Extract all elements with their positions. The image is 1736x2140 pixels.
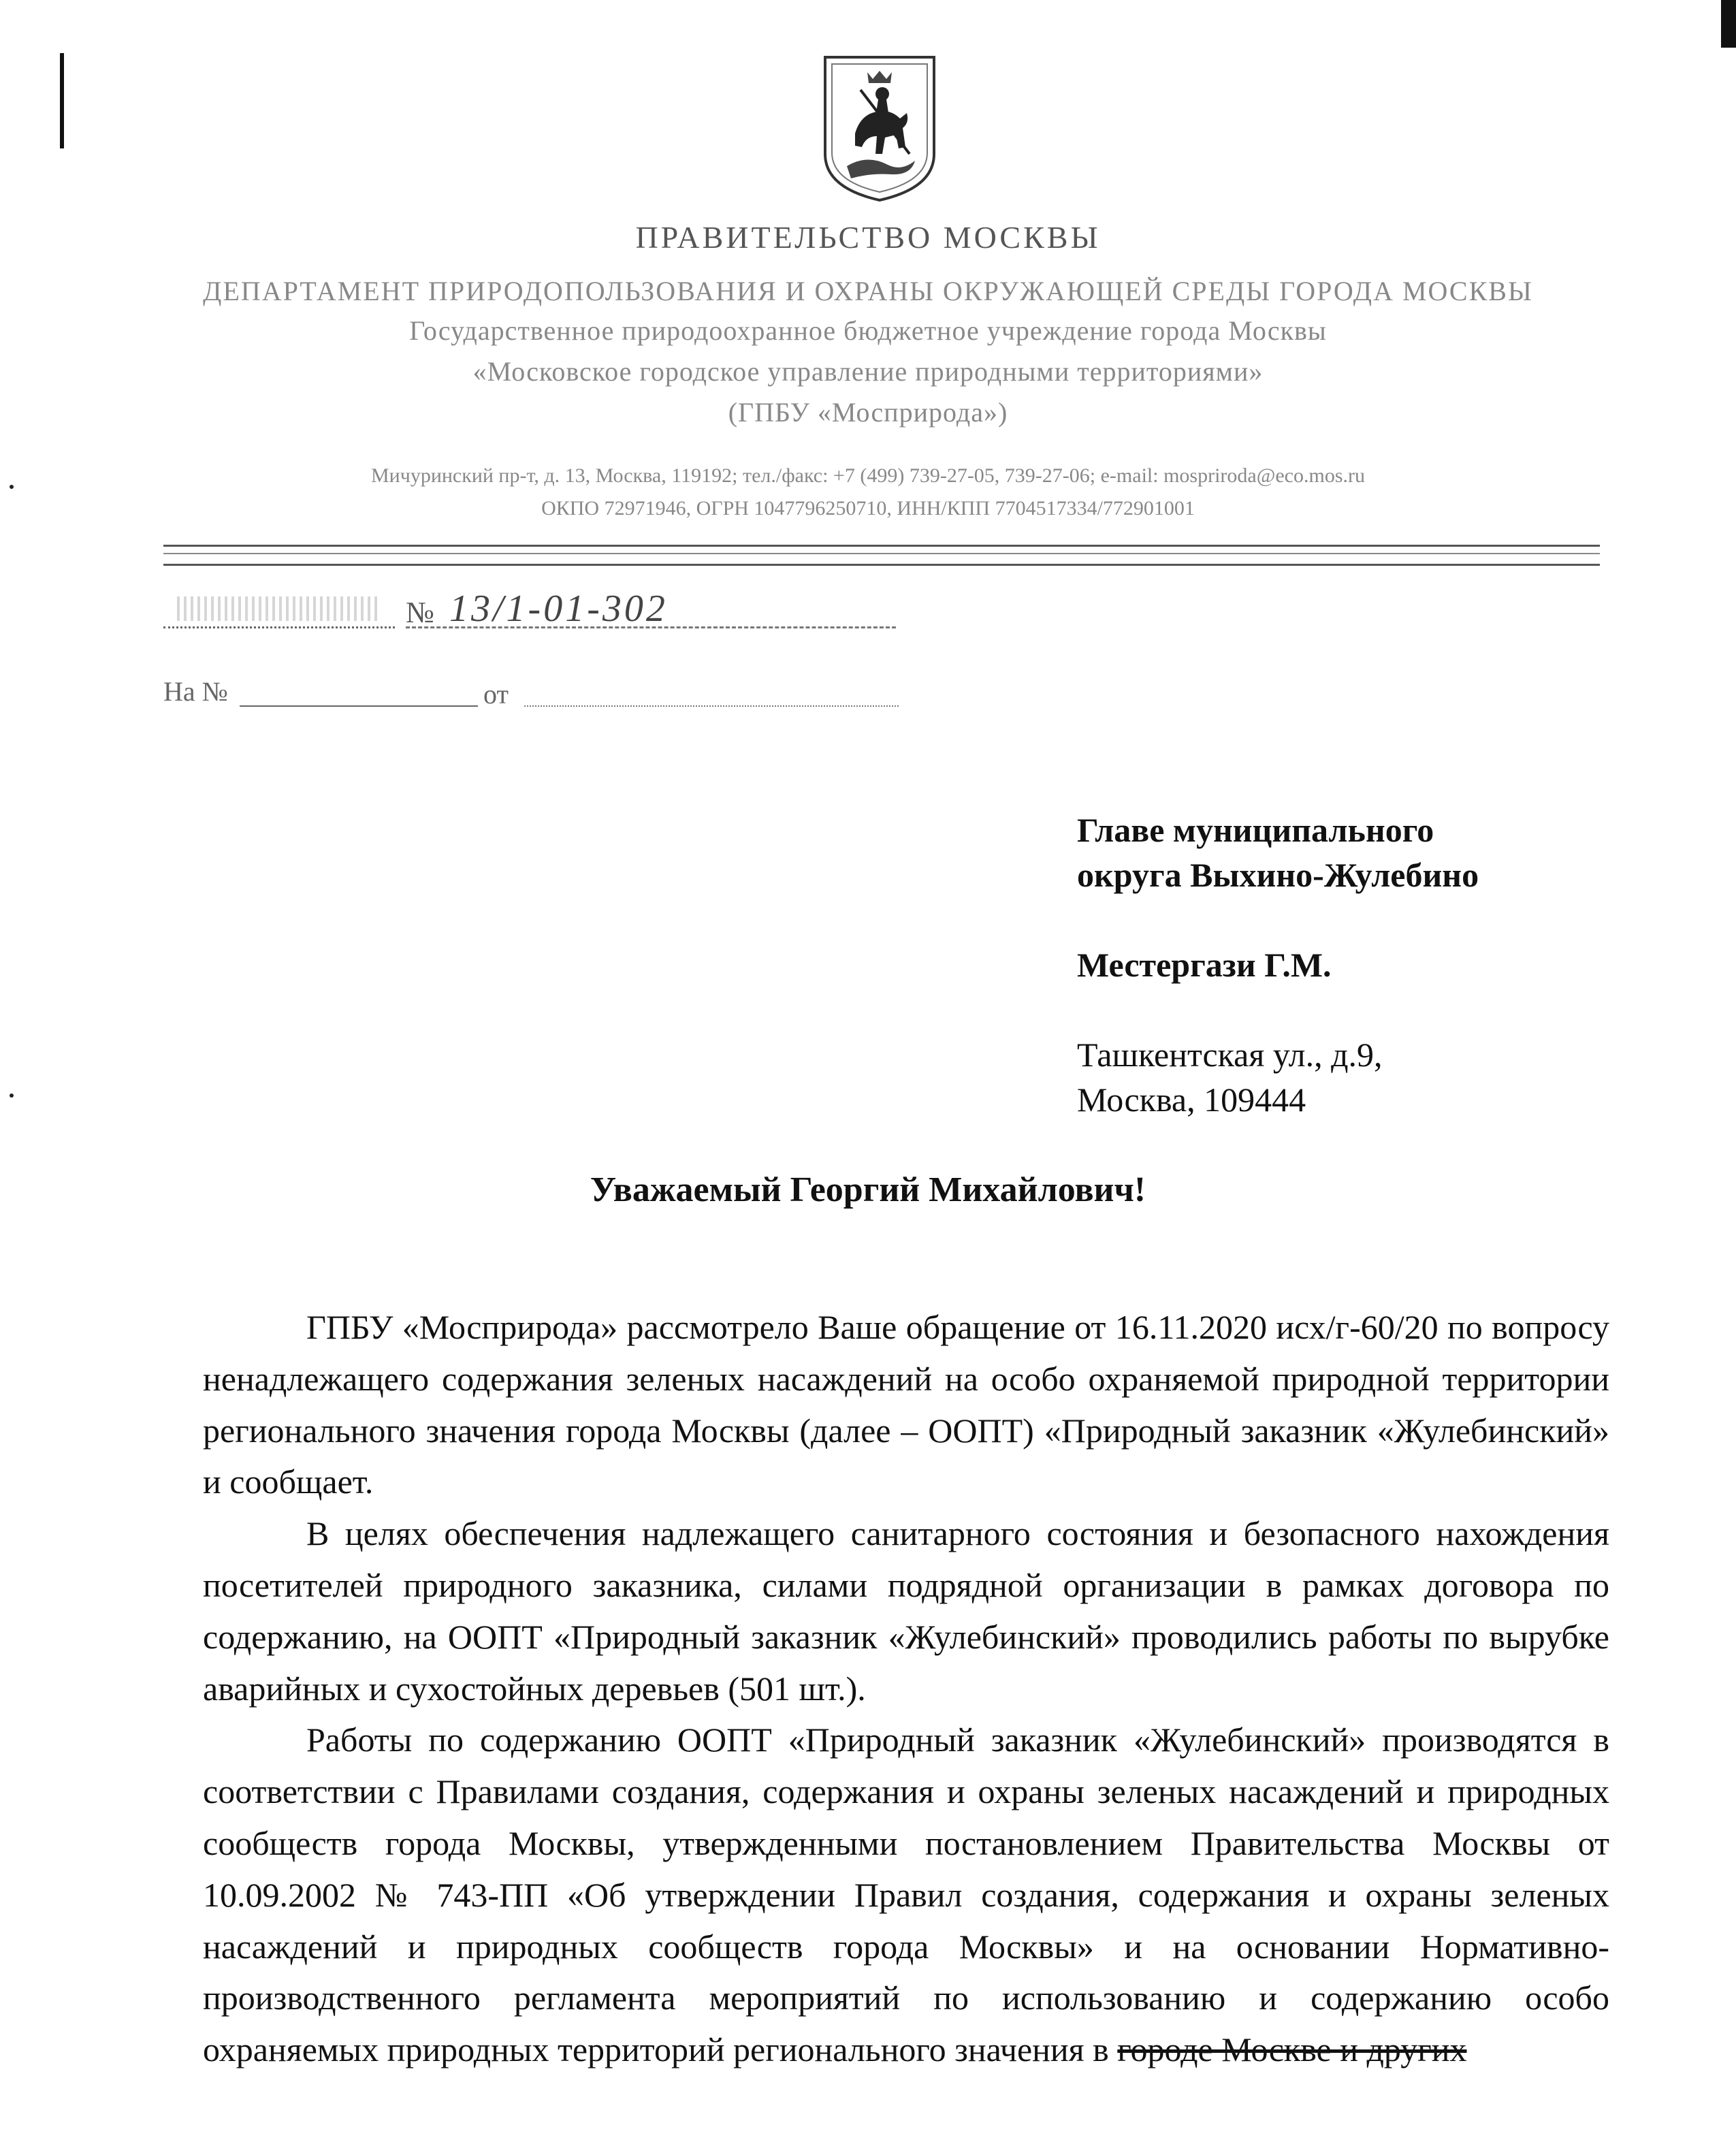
letterhead-divider bbox=[163, 564, 1600, 566]
addressee-street: Ташкентская ул., д.9, bbox=[1077, 1036, 1383, 1074]
body-paragraph-1: ГПБУ «Мосприрода» рассмотрело Ваше обращение от 16.11.2020 исх/г-60/20 по вопросу ненадлежащего содержания зеленых насаждений на особо охраняемой природной территории регионального значения города Москвы (далее – ООПТ) «Природный заказник «Жулебинский» и сообщает. bbox=[203, 1308, 1609, 1501]
scan-speck bbox=[10, 485, 14, 489]
scan-margin-mark bbox=[60, 53, 64, 148]
institution-short-name: (ГПБУ «Мосприрода») bbox=[728, 397, 1008, 428]
body-paragraph-3-main: Работы по содержанию ООПТ «Природный заказник «Жулебинский» производятся в соответствии с Правилами создания, содержания и охраны зеленых насаждений и природных сообществ города Москвы, утвержденными постановлением Правительства Москвы от 10.09.2002 № 743-ПП «Об утверждении Правил создания, содержания и охраны зеленых насаждений и природных сообществ города Москвы» и на основании Нормативно-производственного регламента мероприятий по использованию и содержанию особо охраняемых природных территорий регионального значения в bbox=[203, 1721, 1609, 2069]
body-paragraph-3-struck: городе Москве и других bbox=[1117, 2030, 1467, 2069]
number-line bbox=[406, 626, 896, 628]
outgoing-number: 13/1-01-302 bbox=[449, 588, 668, 630]
body-paragraph-3 bbox=[203, 1714, 1609, 2076]
institution-codes: ОКПО 72971946, ОГРН 1047796250710, ИНН/КПП 7704517334/772901001 bbox=[541, 497, 1195, 520]
addressee-city: Москва, 109444 bbox=[1077, 1081, 1306, 1119]
institution-address: Мичуринский пр-т, д. 13, Москва, 119192; тел./факс: +7 (499) 739-27-05, 739-27-06; e-mail: mospriroda@eco.mos.ru bbox=[371, 464, 1365, 487]
letter-body bbox=[203, 1302, 1609, 2076]
moscow-coat-of-arms-icon bbox=[820, 52, 939, 204]
date-line bbox=[163, 626, 395, 628]
reference-date-line bbox=[524, 705, 899, 707]
institution-name-line2: «Московское городское управление природными территориями» bbox=[472, 356, 1264, 387]
letterhead-divider bbox=[163, 553, 1600, 554]
addressee-position-line2: округа Выхино-Жулебино bbox=[1077, 856, 1479, 894]
body-paragraph-2: В целях обеспечения надлежащего санитарного состояния и безопасного нахождения посетителей природного заказника, силами подрядной организации в рамках договора по содержанию, на ООПТ «Природный заказник «Жулебинский» проводились работы по вырубке аварийных и сухостойных деревьев (501 шт.). bbox=[203, 1514, 1609, 1708]
letterhead-divider bbox=[163, 545, 1600, 547]
date-stamp bbox=[177, 596, 381, 621]
institution-name-line1: Государственное природоохранное бюджетное учреждение города Москвы bbox=[409, 315, 1327, 346]
outgoing-number-row bbox=[163, 587, 776, 635]
addressee-position-line1: Главе муниципального bbox=[1077, 811, 1434, 849]
number-label: № bbox=[406, 596, 434, 629]
reference-number-label: На № bbox=[163, 676, 228, 707]
addressee-name: Местергази Г.М. bbox=[1077, 946, 1332, 984]
department-name: ДЕПАРТАМЕНТ ПРИРОДОПОЛЬЗОВАНИЯ И ОХРАНЫ ОКРУЖАЮЩЕЙ СРЕДЫ ГОРОДА МОСКВЫ bbox=[203, 276, 1533, 306]
scan-speck bbox=[10, 1093, 14, 1098]
government-title: ПРАВИТЕЛЬСТВО МОСКВЫ bbox=[635, 220, 1101, 255]
scan-edge-mark bbox=[1721, 0, 1736, 48]
addressee-block bbox=[1077, 808, 1690, 1122]
reference-date-label: от bbox=[483, 679, 509, 709]
reference-number-line bbox=[240, 705, 478, 707]
reference-row bbox=[163, 675, 776, 716]
salutation: Уважаемый Георгий Михайлович! bbox=[590, 1170, 1146, 1209]
